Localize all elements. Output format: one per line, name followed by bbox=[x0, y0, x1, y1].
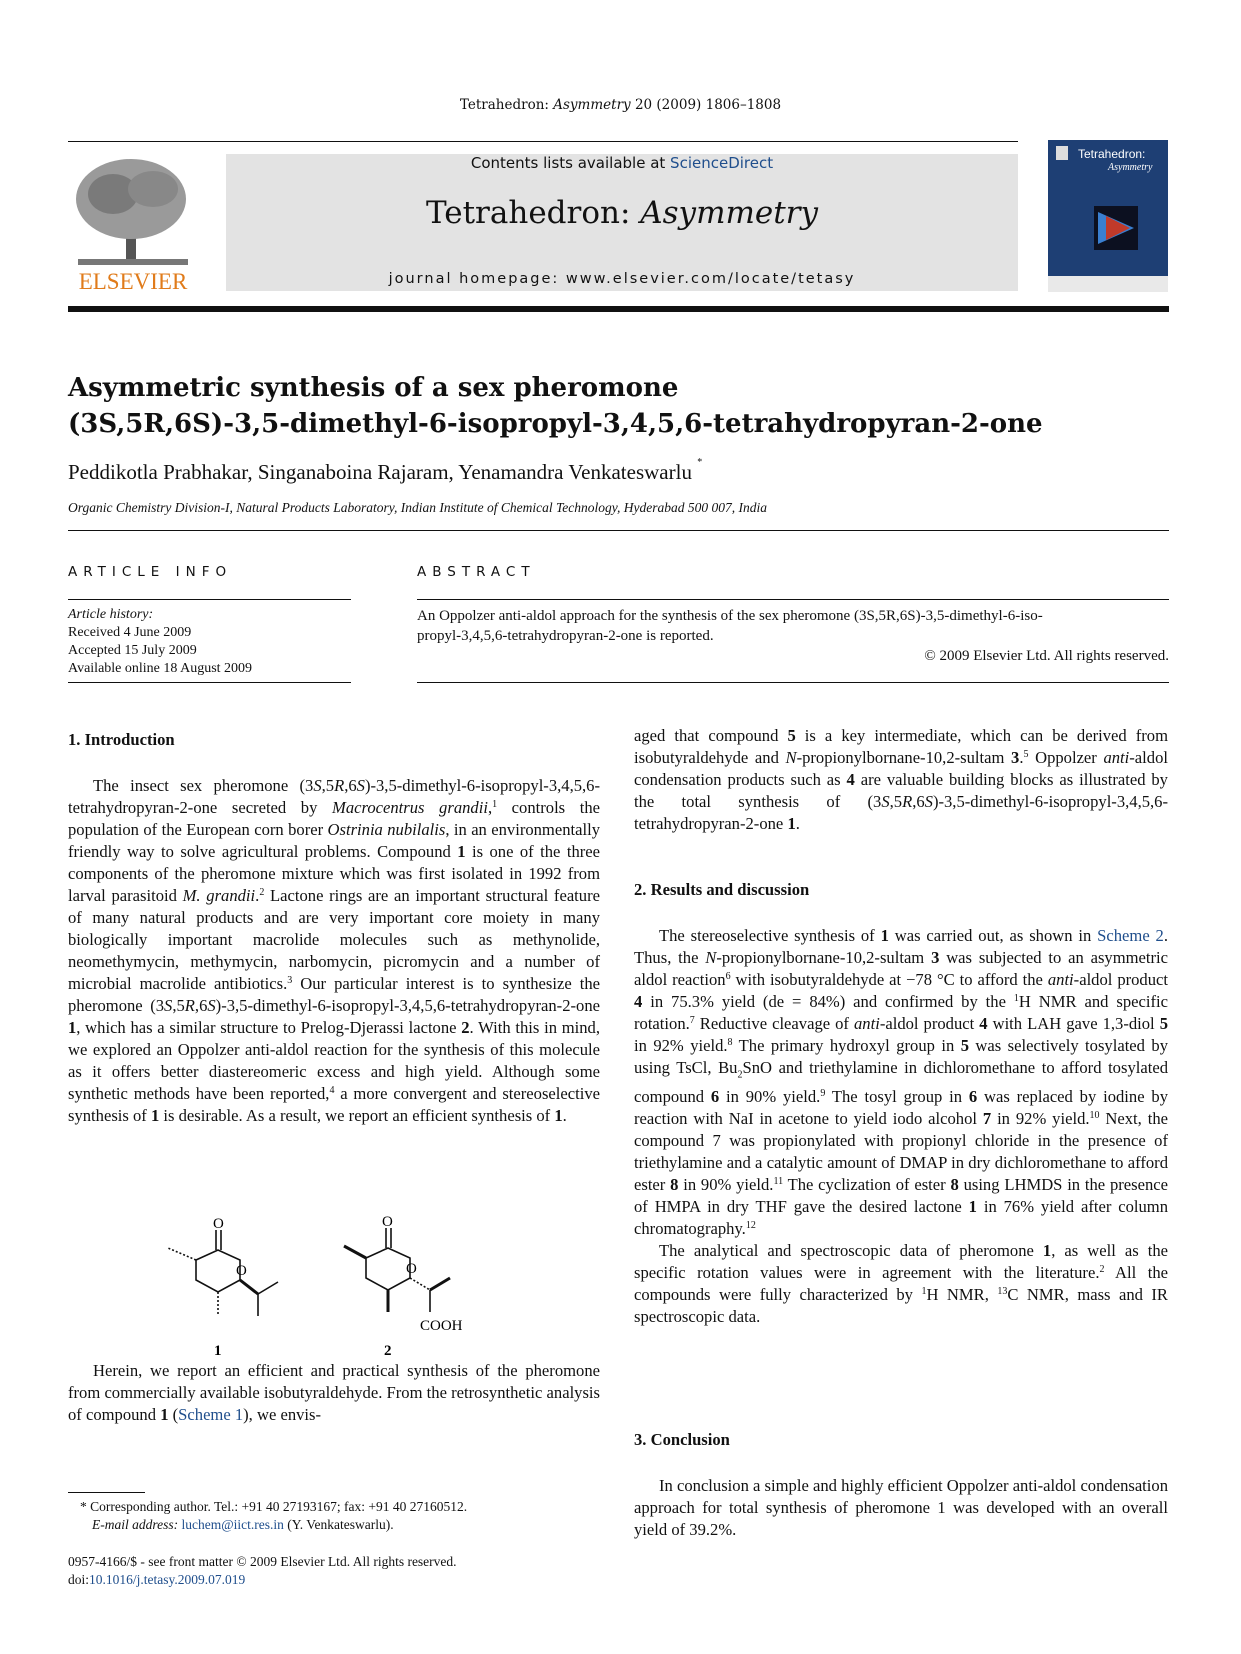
divider bbox=[68, 682, 351, 683]
article-history: Article history: Received 4 June 2009 Accepted 15 July 2009 Available online 18 August 2009 bbox=[68, 607, 253, 676]
sciencedirect-link[interactable]: ScienceDirect bbox=[670, 154, 774, 172]
compound-2-structure bbox=[344, 1228, 450, 1312]
header-thick-rule bbox=[68, 306, 1169, 312]
svg-text:O: O bbox=[406, 1261, 417, 1277]
divider bbox=[417, 682, 1169, 683]
article-title: Asymmetric synthesis of a sex pheromone (3S,5R,6S)-3,5-dimethyl-6-isopropyl-3,4,5,6-tetrahydropyran-2-one bbox=[68, 373, 1043, 439]
scheme-1-link[interactable]: Scheme 1 bbox=[178, 1405, 244, 1424]
copyright: © 2009 Elsevier Ltd. All rights reserved. bbox=[924, 648, 1169, 664]
chemical-structures bbox=[150, 1208, 530, 1360]
divider bbox=[68, 599, 351, 600]
section-heading-results: 2. Results and discussion bbox=[634, 880, 810, 899]
journal-title: Tetrahedron: Asymmetry bbox=[425, 195, 819, 231]
svg-text:Asymmetry: Asymmetry bbox=[1108, 162, 1153, 173]
abstract-heading: ABSTRACT bbox=[417, 564, 536, 580]
email-link[interactable]: luchem@iict.res.in bbox=[181, 1517, 284, 1532]
results-text: The stereoselective synthesis of 1 was carried out, as shown in Scheme 2. Thus, the N-propionylbornane-10,2-sultam 3 was subjected to an asymmetric aldol reaction$^6$ with isobutyraldehyde at −78 °C to afford the anti-aldol product 4 in 75.3% yield (de = 84%) and confirmed by the $^1$H NMR and specific rotation.$^7$ Reductive cleavage of anti-aldol product 4 with LAH gave 1,3-diol 5 in 92% yield.$^8$ The primary hydroxyl group in 5 was selectively tosylated by using TsCl, $Bu_2SnO$ and triethylamine in dichloromethane to afford tosylated compound 6 in 90% yield.$^9$ The tosyl group in 6 was replaced by iodine by reaction with NaI in acetone to yield iodo alcohol 7 in 92% yield.$^{10}$ Next, the compound 7 was propionylated with propionyl chloride in the presence of triethylamine and a catalytic amount of DMAP in dry dichloromethane to afford ester 8 in 90% yield.$^{11}$ The cyclization of ester 8 using LHMDS in the presence of HMPA in dry THF gave the desired lactone 1 in 76% yield after column chromatography.$^{12}$ The analytical and spectroscopic data of pheromone 1, as well as the specific rotation values were in agreement with the literature.$^2$ All the compounds were fully characterized by $^1$H NMR, $^{13}$C NMR, mass and IR spectroscopic data. bbox=[634, 926, 1169, 1327]
author-list: Peddikotla Prabhakar, Singanaboina Rajaram, Yenamandra Venkateswarlu * bbox=[68, 457, 703, 484]
issn-doi: 0957-4166/$ - see front matter © 2009 Elsevier Ltd. All rights reserved. doi:10.1016/j.tetasy.2009.07.019 bbox=[68, 1554, 457, 1587]
svg-text:O: O bbox=[236, 1263, 247, 1279]
journal-citation: Tetrahedron: Asymmetry 20 (2009) 1806–1808 bbox=[459, 97, 782, 113]
section-heading-introduction: 1. Introduction bbox=[68, 730, 175, 749]
svg-text:ELSEVIER: ELSEVIER bbox=[78, 269, 188, 294]
svg-text:Tetrahedron:: Tetrahedron: bbox=[1078, 147, 1146, 161]
cooh-label: COOH bbox=[420, 1318, 463, 1334]
doi-link[interactable]: 10.1016/j.tetasy.2009.07.019 bbox=[89, 1572, 246, 1587]
section-heading-conclusion: 3. Conclusion bbox=[634, 1430, 730, 1449]
intro-paragraph-1: The insect sex pheromone (3S,5R,6S)-3,5-dimethyl-6-isopropyl-3,4,5,6-tetrahydropyran-2-one secreted by Macrocentrus grandii,$^1$ controls the population of the European corn borer Ostrinia nubilalis, in an environmentally friendly way to solve agricultural problems. Compound 1 is one of the three components of the pheromone mixture which was first isolated in 1992 from larval parasitoid M. grandii.$^2$ Lactone rings are an important structural feature of many natural products and are very important core moiety in many biologically important macrolide molecules such as methynolide, neomethymycin, methymycin, narbomycin, picromycin and a number of microbial macrolide antibiotics.$^3$ Our particular interest is to synthesize the pheromone (3S,5R,6S)-3,5-dimethyl-6-isopropyl-3,4,5,6-tetrahydropyran-2-one 1, which has a similar structure to Prelog-Djerassi lactone 2. With this in mind, we explored an Oppolzer anti-aldol reaction for the synthesis of this molecule as it offers better diastereomeric excess and high yield. Although some synthetic methods have been reported,$^4$ a more convergent and stereoselective synthesis of 1 is desirable. As a result, we report an efficient synthesis of 1. bbox=[68, 776, 601, 1125]
svg-text:O: O bbox=[213, 1216, 224, 1232]
conclusion-text: In conclusion a simple and highly efficient Oppolzer anti-aldol condensation approach for total synthesis of pheromone 1 was developed with an overall yield of 39.2%. bbox=[634, 1476, 1168, 1539]
svg-text:O: O bbox=[382, 1214, 393, 1230]
divider bbox=[68, 530, 1169, 531]
scheme-2-link[interactable]: Scheme 2 bbox=[1097, 926, 1164, 945]
header-rule bbox=[68, 141, 1018, 142]
intro-paragraph-continued: aged that compound 5 is a key intermediate, which can be derived from isobutyraldehyde and N-propionylbornane-10,2-sultam 3.$^5$ Oppolzer anti-aldol condensation products such as 4 are valuable building blocks as illustrated by the total synthesis of (3S,5R,6S)-3,5-dimethyl-6-isopropyl-3,4,5,6-tetrahydropyran-2-one 1. bbox=[634, 726, 1168, 833]
article-info-heading: ARTICLE INFO bbox=[68, 564, 233, 580]
compound-1-structure bbox=[168, 1230, 278, 1316]
intro-paragraph-2: Herein, we report an efficient and practical synthesis of the pheromone from commercially available isobutyraldehyde. From the retrosynthetic analysis of compound 1 (Scheme 1), we envis- bbox=[68, 1361, 600, 1424]
journal-homepage[interactable]: journal homepage: www.elsevier.com/locate/tetasy bbox=[388, 271, 856, 287]
divider bbox=[417, 599, 1169, 600]
corresponding-author-note: * Corresponding author. Tel.: +91 40 27193167; fax: +91 40 27160512. E-mail address: luchem@iict.res.in (Y. Venkateswarlu). bbox=[80, 1499, 468, 1532]
compound-label-2: 2 bbox=[384, 1343, 392, 1359]
compound-label-1: 1 bbox=[214, 1343, 222, 1359]
contents-line: Contents lists available at ScienceDirect bbox=[470, 154, 774, 172]
footnote-rule bbox=[68, 1492, 145, 1493]
journal-cover bbox=[1048, 140, 1168, 292]
affiliation: Organic Chemistry Division-I, Natural Products Laboratory, Indian Institute of Chemical Technology, Hyderabad 500 007, India bbox=[68, 500, 767, 515]
elsevier-logo bbox=[68, 154, 198, 294]
abstract-text: An Oppolzer anti-aldol approach for the synthesis of the sex pheromone (3S,5R,6S)-3,5-dimethyl-6-iso- propyl-3,4,5,6-tetrahydropyran-2-one is reported. © 2009 Elsevier Ltd. All rights reserved. bbox=[417, 608, 1169, 664]
